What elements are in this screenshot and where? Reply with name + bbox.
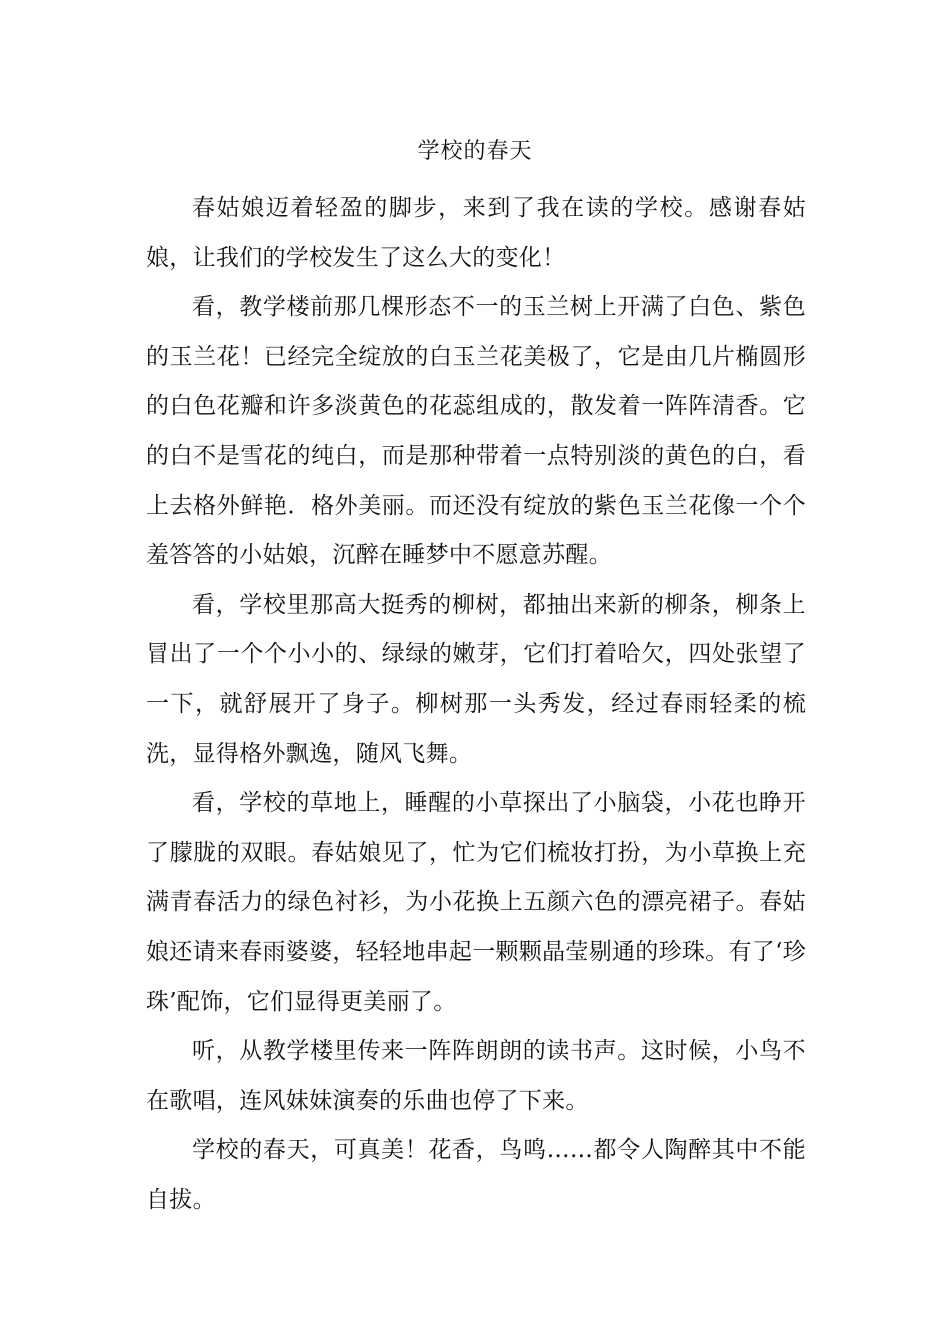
paragraph: 看，学校里那高大挺秀的柳树，都抽出来新的柳条，柳条上冒出了一个个小小的、绿绿的嫩芽，它们打着哈欠，四处张望了一下，就舒展开了身子。柳树那一头秀发，经过春雨轻柔的梳洗，显得格外飘逸，随风飞舞。: [146, 591, 806, 767]
document-title: 学校的春天: [417, 139, 533, 164]
paragraph: 听，从教学楼里传来一阵阵朗朗的读书声。这时候，小鸟不在歌唱，连风妹妹演奏的乐曲也停了下来。: [146, 1038, 806, 1114]
paragraph: 学校的春天，可真美！花香，鸟鸣……都令人陶醉其中不能自拔。: [146, 1137, 806, 1213]
paragraph: 看，教学楼前那几棵形态不一的玉兰树上开满了白色、紫色的玉兰花！已经完全绽放的白玉兰花美极了，它是由几片椭圆形的白色花瓣和许多淡黄色的花蕊组成的，散发着一阵阵清香。它的白不是雪花的纯白，而是那种带着一点特别淡的黄色的白，看上去格外鲜艳．格外美丽。而还没有绽放的紫色玉兰花像一个个羞答答的小姑娘，沉醉在睡梦中不愿意苏醒。: [146, 294, 806, 569]
paragraph: 春姑娘迈着轻盈的脚步，来到了我在读的学校。感谢春姑娘，让我们的学校发生了这么大的变化！: [146, 195, 806, 271]
document-body: [146, 184, 806, 1225]
paragraph: 看，学校的草地上，睡醒的小草探出了小脑袋，小花也睁开了朦胧的双眼。春姑娘见了，忙为它们梳妆打扮，为小草换上充满青春活力的绿色衬衫，为小花换上五颜六色的漂亮裙子。春姑娘还请来春雨婆婆，轻轻地串起一颗颗晶莹剔通的珍珠。有了‘珍珠’配饰，它们显得更美丽了。: [146, 790, 807, 1015]
